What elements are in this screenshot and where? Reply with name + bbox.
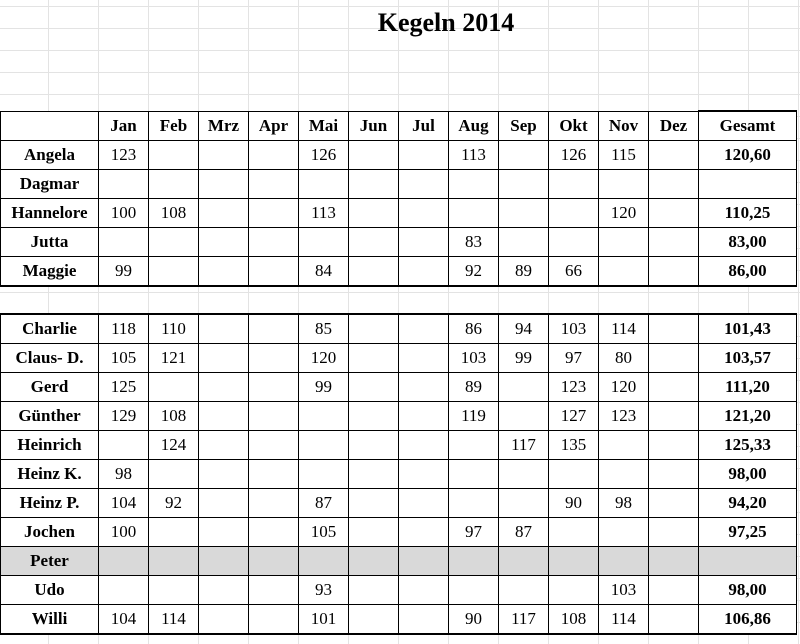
score-cell-mai[interactable]: 101 xyxy=(299,605,349,635)
header-row xyxy=(1,111,797,141)
player-row xyxy=(1,199,797,228)
player-name-cell[interactable]: Udo xyxy=(1,576,99,605)
score-cell-aug[interactable] xyxy=(449,547,499,576)
score-cell-feb[interactable] xyxy=(149,547,199,576)
score-cell-okt[interactable] xyxy=(549,170,599,199)
total-header[interactable]: Gesamt xyxy=(699,111,797,141)
score-cell-jun[interactable] xyxy=(349,605,399,635)
score-cell-aug[interactable]: 89 xyxy=(449,373,499,402)
score-cell-feb[interactable] xyxy=(149,141,199,170)
score-cell-okt[interactable]: 126 xyxy=(549,141,599,170)
month-header-mrz[interactable]: Mrz xyxy=(199,111,249,141)
player-name-cell[interactable]: Heinz P. xyxy=(1,489,99,518)
score-cell-jun[interactable] xyxy=(349,373,399,402)
score-cell-apr[interactable] xyxy=(249,344,299,373)
month-header-aug[interactable]: Aug xyxy=(449,111,499,141)
score-cell-nov[interactable]: 114 xyxy=(599,605,649,635)
score-cell-sep[interactable] xyxy=(499,199,549,228)
score-cell-nov[interactable] xyxy=(599,460,649,489)
score-cell-mrz[interactable] xyxy=(199,170,249,199)
month-header-nov[interactable]: Nov xyxy=(599,111,649,141)
score-cell-feb[interactable] xyxy=(149,257,199,287)
score-cell-feb[interactable]: 114 xyxy=(149,605,199,635)
player-row xyxy=(1,605,797,635)
score-cell-nov[interactable] xyxy=(599,170,649,199)
player-row xyxy=(1,141,797,170)
score-cell-sep[interactable] xyxy=(499,373,549,402)
score-cell-sep[interactable]: 99 xyxy=(499,344,549,373)
score-cell-aug[interactable]: 90 xyxy=(449,605,499,635)
score-cell-nov[interactable]: 80 xyxy=(599,344,649,373)
score-cell-dez[interactable] xyxy=(649,170,699,199)
score-cell-jun[interactable] xyxy=(349,170,399,199)
player-row xyxy=(1,489,797,518)
score-cell-nov[interactable] xyxy=(599,518,649,547)
score-cell-sep[interactable]: 117 xyxy=(499,605,549,635)
total-cell[interactable]: 121,20 xyxy=(699,402,797,431)
score-cell-jun[interactable] xyxy=(349,489,399,518)
score-cell-feb[interactable] xyxy=(149,373,199,402)
score-cell-jun[interactable] xyxy=(349,402,399,431)
score-cell-mai[interactable]: 113 xyxy=(299,199,349,228)
score-cell-jan[interactable]: 118 xyxy=(99,314,149,344)
player-row xyxy=(1,518,797,547)
score-cell-okt[interactable]: 123 xyxy=(549,373,599,402)
score-cell-apr[interactable] xyxy=(249,489,299,518)
score-cell-apr[interactable] xyxy=(249,576,299,605)
player-name-cell[interactable]: Heinz K. xyxy=(1,460,99,489)
score-cell-sep[interactable] xyxy=(499,576,549,605)
score-cell-dez[interactable] xyxy=(649,373,699,402)
score-cell-jun[interactable] xyxy=(349,576,399,605)
score-cell-aug[interactable] xyxy=(449,489,499,518)
score-cell-mrz[interactable] xyxy=(199,373,249,402)
player-name-cell[interactable]: Heinrich xyxy=(1,431,99,460)
score-cell-mrz[interactable] xyxy=(199,431,249,460)
player-row xyxy=(1,431,797,460)
score-cell-aug[interactable]: 86 xyxy=(449,314,499,344)
total-cell[interactable]: 110,25 xyxy=(699,199,797,228)
score-cell-feb[interactable] xyxy=(149,518,199,547)
score-cell-mai[interactable]: 87 xyxy=(299,489,349,518)
player-row xyxy=(1,257,797,287)
score-cell-jun[interactable] xyxy=(349,460,399,489)
score-cell-dez[interactable] xyxy=(649,547,699,576)
player-name-cell[interactable]: Jutta xyxy=(1,228,99,257)
score-cell-okt[interactable]: 108 xyxy=(549,605,599,635)
score-cell-mrz[interactable] xyxy=(199,605,249,635)
score-cell-jan[interactable]: 125 xyxy=(99,373,149,402)
score-cell-mrz[interactable] xyxy=(199,314,249,344)
score-cell-okt[interactable] xyxy=(549,547,599,576)
total-cell[interactable] xyxy=(699,170,797,199)
score-cell-dez[interactable] xyxy=(649,460,699,489)
score-cell-nov[interactable] xyxy=(599,547,649,576)
score-cell-aug[interactable] xyxy=(449,170,499,199)
score-cell-dez[interactable] xyxy=(649,605,699,635)
score-cell-mrz[interactable] xyxy=(199,547,249,576)
score-cell-jan[interactable] xyxy=(99,170,149,199)
score-cell-mrz[interactable] xyxy=(199,199,249,228)
score-cell-nov[interactable] xyxy=(599,257,649,287)
score-cell-feb[interactable] xyxy=(149,576,199,605)
score-cell-dez[interactable] xyxy=(649,576,699,605)
player-row xyxy=(1,460,797,489)
score-cell-jan[interactable]: 104 xyxy=(99,489,149,518)
score-cell-dez[interactable] xyxy=(649,257,699,287)
score-cell-nov[interactable]: 123 xyxy=(599,402,649,431)
score-cell-aug[interactable]: 113 xyxy=(449,141,499,170)
score-cell-jul[interactable] xyxy=(399,228,449,257)
score-cell-jul[interactable] xyxy=(399,141,449,170)
score-cell-feb[interactable]: 108 xyxy=(149,199,199,228)
score-cell-mai[interactable]: 99 xyxy=(299,373,349,402)
player-row xyxy=(1,314,797,344)
score-cell-mrz[interactable] xyxy=(199,344,249,373)
player-row xyxy=(1,547,797,576)
score-cell-mai[interactable]: 126 xyxy=(299,141,349,170)
player-name-cell[interactable]: Hannelore xyxy=(1,199,99,228)
score-cell-nov[interactable]: 115 xyxy=(599,141,649,170)
score-cell-jan[interactable]: 98 xyxy=(99,460,149,489)
score-cell-aug[interactable] xyxy=(449,460,499,489)
score-cell-apr[interactable] xyxy=(249,605,299,635)
month-header-jan[interactable]: Jan xyxy=(99,111,149,141)
score-cell-sep[interactable]: 117 xyxy=(499,431,549,460)
score-cell-jun[interactable] xyxy=(349,518,399,547)
player-row xyxy=(1,344,797,373)
score-cell-jul[interactable] xyxy=(399,431,449,460)
score-cell-dez[interactable] xyxy=(649,199,699,228)
score-cell-jan[interactable]: 100 xyxy=(99,518,149,547)
total-cell[interactable]: 111,20 xyxy=(699,373,797,402)
player-name-cell[interactable]: Jochen xyxy=(1,518,99,547)
player-name-cell[interactable]: Günther xyxy=(1,402,99,431)
score-cell-jul[interactable] xyxy=(399,547,449,576)
total-cell[interactable]: 98,00 xyxy=(699,460,797,489)
score-cell-jan[interactable] xyxy=(99,576,149,605)
score-cell-dez[interactable] xyxy=(649,489,699,518)
score-cell-nov[interactable]: 98 xyxy=(599,489,649,518)
score-cell-apr[interactable] xyxy=(249,199,299,228)
score-cell-jul[interactable] xyxy=(399,344,449,373)
score-cell-apr[interactable] xyxy=(249,518,299,547)
score-cell-dez[interactable] xyxy=(649,344,699,373)
score-cell-sep[interactable] xyxy=(499,547,549,576)
score-cell-jul[interactable] xyxy=(399,257,449,287)
total-cell[interactable]: 94,20 xyxy=(699,489,797,518)
score-cell-sep[interactable] xyxy=(499,489,549,518)
player-row xyxy=(1,228,797,257)
total-cell[interactable]: 103,57 xyxy=(699,344,797,373)
score-cell-dez[interactable] xyxy=(649,141,699,170)
score-cell-okt[interactable] xyxy=(549,460,599,489)
score-cell-jun[interactable] xyxy=(349,228,399,257)
score-cell-nov[interactable]: 103 xyxy=(599,576,649,605)
score-cell-okt[interactable] xyxy=(549,199,599,228)
score-cell-okt[interactable]: 135 xyxy=(549,431,599,460)
score-cell-nov[interactable] xyxy=(599,228,649,257)
score-cell-feb[interactable] xyxy=(149,460,199,489)
score-cell-apr[interactable] xyxy=(249,402,299,431)
score-cell-jul[interactable] xyxy=(399,170,449,199)
score-cell-jun[interactable] xyxy=(349,431,399,460)
month-header-jun[interactable]: Jun xyxy=(349,111,399,141)
score-cell-jun[interactable] xyxy=(349,344,399,373)
score-cell-mai[interactable]: 84 xyxy=(299,257,349,287)
player-name-cell[interactable]: Dagmar xyxy=(1,170,99,199)
score-cell-apr[interactable] xyxy=(249,228,299,257)
score-cell-jun[interactable] xyxy=(349,199,399,228)
score-cell-jul[interactable] xyxy=(399,314,449,344)
score-cell-sep[interactable] xyxy=(499,228,549,257)
score-cell-mai[interactable] xyxy=(299,170,349,199)
score-cell-feb[interactable]: 92 xyxy=(149,489,199,518)
total-cell[interactable]: 120,60 xyxy=(699,141,797,170)
score-cell-okt[interactable] xyxy=(549,576,599,605)
player-name-cell[interactable]: Charlie xyxy=(1,314,99,344)
total-cell[interactable]: 98,00 xyxy=(699,576,797,605)
player-name-cell[interactable]: Peter xyxy=(1,547,99,576)
score-cell-jul[interactable] xyxy=(399,460,449,489)
month-header-jul[interactable]: Jul xyxy=(399,111,449,141)
score-cell-mai[interactable]: 120 xyxy=(299,344,349,373)
score-cell-jul[interactable] xyxy=(399,576,449,605)
score-cell-dez[interactable] xyxy=(649,402,699,431)
score-cell-okt[interactable]: 127 xyxy=(549,402,599,431)
score-cell-apr[interactable] xyxy=(249,170,299,199)
score-cell-okt[interactable] xyxy=(549,228,599,257)
score-cell-sep[interactable]: 89 xyxy=(499,257,549,287)
score-cell-aug[interactable] xyxy=(449,431,499,460)
score-cell-sep[interactable]: 94 xyxy=(499,314,549,344)
score-cell-dez[interactable] xyxy=(649,518,699,547)
total-cell[interactable]: 125,33 xyxy=(699,431,797,460)
total-cell[interactable]: 106,86 xyxy=(699,605,797,635)
player-row xyxy=(1,170,797,199)
score-cell-feb[interactable]: 121 xyxy=(149,344,199,373)
score-cell-okt[interactable]: 90 xyxy=(549,489,599,518)
player-name-cell[interactable]: Claus- D. xyxy=(1,344,99,373)
total-cell[interactable]: 97,25 xyxy=(699,518,797,547)
score-cell-aug[interactable]: 92 xyxy=(449,257,499,287)
total-cell[interactable]: 83,00 xyxy=(699,228,797,257)
score-cell-mai[interactable] xyxy=(299,547,349,576)
player-name-cell[interactable]: Angela xyxy=(1,141,99,170)
month-header-okt[interactable]: Okt xyxy=(549,111,599,141)
score-cell-jun[interactable] xyxy=(349,257,399,287)
score-cell-jun[interactable] xyxy=(349,141,399,170)
score-cell-jul[interactable] xyxy=(399,373,449,402)
score-cell-okt[interactable]: 97 xyxy=(549,344,599,373)
month-header-dez[interactable]: Dez xyxy=(649,111,699,141)
score-cell-aug[interactable]: 83 xyxy=(449,228,499,257)
score-cell-feb[interactable]: 124 xyxy=(149,431,199,460)
score-cell-nov[interactable]: 120 xyxy=(599,199,649,228)
score-cell-jan[interactable]: 123 xyxy=(99,141,149,170)
month-header-feb[interactable]: Feb xyxy=(149,111,199,141)
sheet-title: Kegeln 2014 xyxy=(377,8,515,37)
score-cell-mrz[interactable] xyxy=(199,518,249,547)
score-cell-apr[interactable] xyxy=(249,141,299,170)
player-row xyxy=(1,402,797,431)
score-cell-mrz[interactable] xyxy=(199,576,249,605)
score-cell-apr[interactable] xyxy=(249,314,299,344)
score-cell-apr[interactable] xyxy=(249,373,299,402)
score-cell-dez[interactable] xyxy=(649,431,699,460)
score-cell-mrz[interactable] xyxy=(199,460,249,489)
score-cell-jul[interactable] xyxy=(399,199,449,228)
score-cell-jun[interactable] xyxy=(349,547,399,576)
total-cell[interactable]: 86,00 xyxy=(699,257,797,287)
score-cell-nov[interactable]: 120 xyxy=(599,373,649,402)
score-cell-mai[interactable] xyxy=(299,402,349,431)
score-cell-okt[interactable]: 66 xyxy=(549,257,599,287)
score-cell-mai[interactable] xyxy=(299,228,349,257)
score-cell-sep[interactable] xyxy=(499,141,549,170)
score-cell-nov[interactable] xyxy=(599,431,649,460)
score-cell-aug[interactable]: 119 xyxy=(449,402,499,431)
score-cell-dez[interactable] xyxy=(649,228,699,257)
total-cell[interactable]: 101,43 xyxy=(699,314,797,344)
score-cell-jan[interactable]: 99 xyxy=(99,257,149,287)
score-cell-aug[interactable]: 97 xyxy=(449,518,499,547)
month-header-sep[interactable]: Sep xyxy=(499,111,549,141)
score-cell-jan[interactable] xyxy=(99,547,149,576)
total-cell[interactable] xyxy=(699,547,797,576)
score-cell-mrz[interactable] xyxy=(199,489,249,518)
score-cell-apr[interactable] xyxy=(249,547,299,576)
score-cell-jul[interactable] xyxy=(399,605,449,635)
score-cell-mrz[interactable] xyxy=(199,228,249,257)
corner-cell[interactable] xyxy=(1,111,99,141)
score-cell-sep[interactable] xyxy=(499,460,549,489)
score-cell-jan[interactable]: 105 xyxy=(99,344,149,373)
month-header-apr[interactable]: Apr xyxy=(249,111,299,141)
score-cell-nov[interactable]: 114 xyxy=(599,314,649,344)
score-cell-mai[interactable]: 93 xyxy=(299,576,349,605)
score-cell-aug[interactable] xyxy=(449,199,499,228)
score-cell-jan[interactable] xyxy=(99,228,149,257)
score-cell-apr[interactable] xyxy=(249,460,299,489)
score-cell-mrz[interactable] xyxy=(199,402,249,431)
score-cell-sep[interactable]: 87 xyxy=(499,518,549,547)
score-cell-aug[interactable] xyxy=(449,576,499,605)
score-cell-mai[interactable]: 85 xyxy=(299,314,349,344)
score-cell-apr[interactable] xyxy=(249,431,299,460)
score-cell-jan[interactable]: 100 xyxy=(99,199,149,228)
score-cell-feb[interactable] xyxy=(149,228,199,257)
player-name-cell[interactable]: Willi xyxy=(1,605,99,635)
score-cell-jul[interactable] xyxy=(399,402,449,431)
score-cell-mrz[interactable] xyxy=(199,257,249,287)
score-cell-feb[interactable]: 108 xyxy=(149,402,199,431)
score-cell-mrz[interactable] xyxy=(199,141,249,170)
score-cell-dez[interactable] xyxy=(649,314,699,344)
player-row xyxy=(1,576,797,605)
month-header-mai[interactable]: Mai xyxy=(299,111,349,141)
score-cell-jul[interactable] xyxy=(399,489,449,518)
score-cell-jan[interactable]: 129 xyxy=(99,402,149,431)
player-name-cell[interactable]: Maggie xyxy=(1,257,99,287)
score-cell-jun[interactable] xyxy=(349,314,399,344)
bowling-scores-table xyxy=(0,110,797,635)
score-cell-sep[interactable] xyxy=(499,170,549,199)
score-cell-aug[interactable]: 103 xyxy=(449,344,499,373)
score-cell-jul[interactable] xyxy=(399,518,449,547)
player-row xyxy=(1,373,797,402)
player-name-cell[interactable]: Gerd xyxy=(1,373,99,402)
group-separator xyxy=(1,286,797,314)
score-cell-jan[interactable] xyxy=(99,431,149,460)
score-cell-sep[interactable] xyxy=(499,402,549,431)
score-cell-apr[interactable] xyxy=(249,257,299,287)
score-cell-okt[interactable] xyxy=(549,518,599,547)
score-cell-jan[interactable]: 104 xyxy=(99,605,149,635)
score-cell-okt[interactable]: 103 xyxy=(549,314,599,344)
score-cell-feb[interactable] xyxy=(149,170,199,199)
score-cell-mai[interactable] xyxy=(299,431,349,460)
score-cell-mai[interactable]: 105 xyxy=(299,518,349,547)
score-cell-feb[interactable]: 110 xyxy=(149,314,199,344)
separator-cell[interactable] xyxy=(1,286,797,314)
score-cell-mai[interactable] xyxy=(299,460,349,489)
